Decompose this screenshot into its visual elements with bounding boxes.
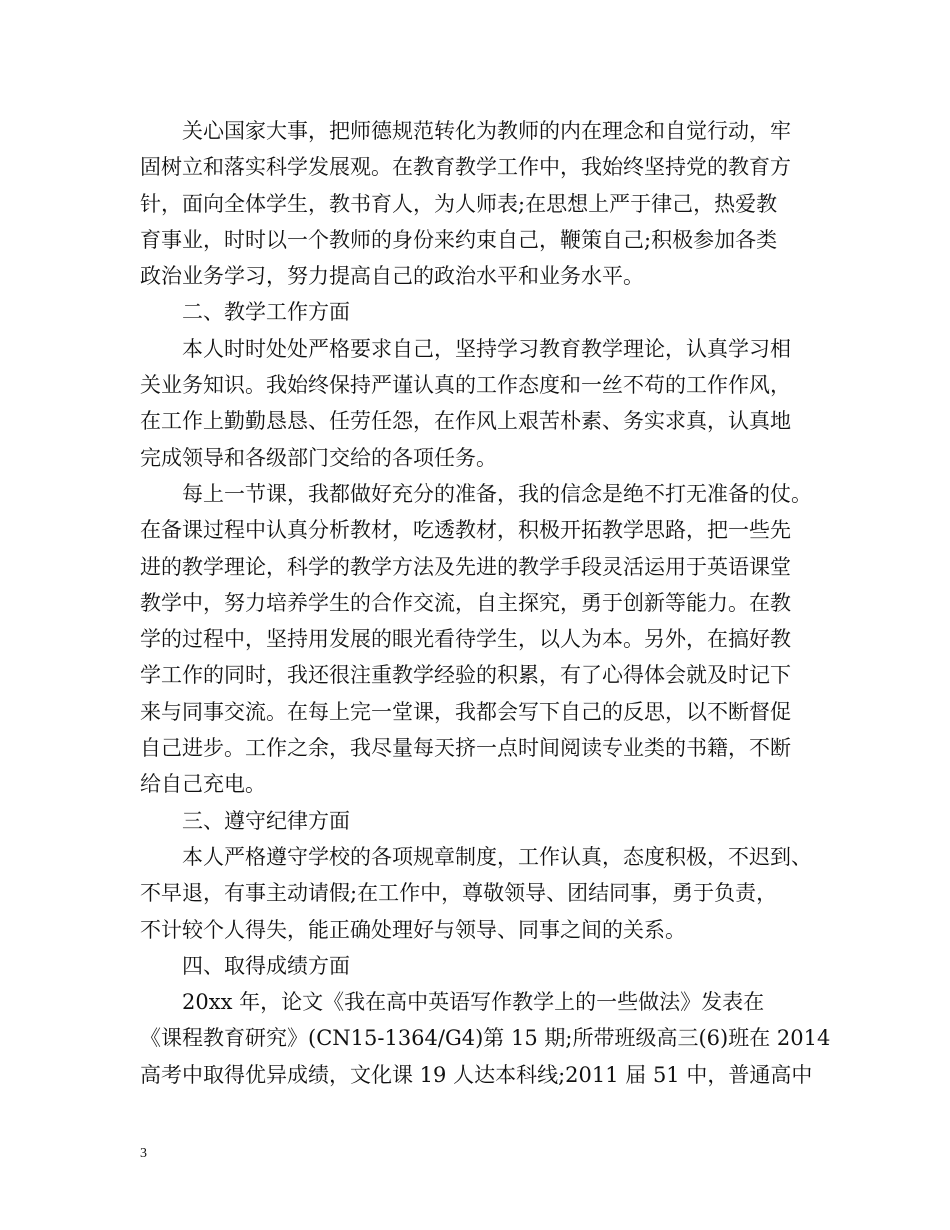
text-line: 20xx 年，论文《我在高中英语写作教学上的一些做法》发表在	[182, 990, 765, 1015]
text-line: 完成领导和各级部门交给的各项任务。	[140, 445, 497, 470]
text-line: 自己进步。工作之余，我尽量每天挤一点时间阅读专业类的书籍，不断	[140, 736, 791, 761]
text-line: 关心国家大事，把师德规范转化为教师的内在理念和自觉行动，牢	[182, 119, 791, 143]
text-line: 政治业务学习，努力提高自己的政治水平和业务水平。	[140, 264, 644, 289]
text-line: 本人严格遵守学校的各项规章制度，工作认真，态度积极，不迟到、	[182, 844, 812, 869]
text-line: 高考中取得优异成绩，文化课 19 人达本科线;2011 届 51 中，普通高中	[140, 1062, 813, 1087]
text-line: 针，面向全体学生，教书育人，为人师表;在思想上严于律己，热爱教	[140, 191, 778, 216]
text-line: 每上一节课，我都做好充分的准备，我的信念是绝不打无准备的仗。	[182, 481, 812, 506]
text-line: 关业务知识。我始终保持严谨认真的工作态度和一丝不苟的工作作风，	[140, 373, 791, 398]
text-line: 教学中，努力培养学生的合作交流，自主探究，勇于创新等能力。在教	[140, 590, 791, 615]
section-heading: 三、遵守纪律方面	[182, 808, 350, 833]
text-line: 本人时时处处严格要求自己，坚持学习教育教学理论，认真学习相	[182, 336, 791, 361]
text-line: 不早退，有事主动请假;在工作中，尊敬领导、团结同事，勇于负责，	[140, 881, 778, 906]
body-text	[140, 113, 831, 1093]
text-line: 来与同事交流。在每上完一堂课，我都会写下自己的反思，以不断督促	[140, 699, 791, 724]
text-line: 在工作上勤勤恳恳、任劳任怨，在作风上艰苦朴素、务实求真，认真地	[140, 409, 791, 434]
section-heading: 二、教学工作方面	[182, 300, 350, 325]
text-line: 进的教学理论，科学的教学方法及先进的教学手段灵活运用于英语课堂	[140, 554, 791, 579]
text-line: 给自己充电。	[140, 772, 266, 797]
text-line: 固树立和落实科学发展观。在教育教学工作中，我始终坚持党的教育方	[140, 155, 791, 180]
text-line: 学的过程中，坚持用发展的眼光看待学生，以人为本。另外，在搞好教	[140, 627, 791, 652]
text-line: 不计较个人得失，能正确处理好与领导、同事之间的关系。	[140, 917, 686, 942]
text-line: 学工作的同时，我还很注重教学经验的积累，有了心得体会就及时记下	[140, 663, 791, 688]
text-line: 在备课过程中认真分析教材，吃透教材，积极开拓教学思路，把一些先	[140, 518, 791, 543]
text-line: 《课程教育研究》(CN15-1364/G4)第 15 期;所带班级高三(6)班在 2014	[140, 1026, 831, 1051]
page-number: 3	[140, 1146, 147, 1161]
section-heading: 四、取得成绩方面	[182, 953, 350, 978]
text-line: 育事业，时时以一个教师的身份来约束自己，鞭策自己;积极参加各类	[140, 227, 778, 252]
